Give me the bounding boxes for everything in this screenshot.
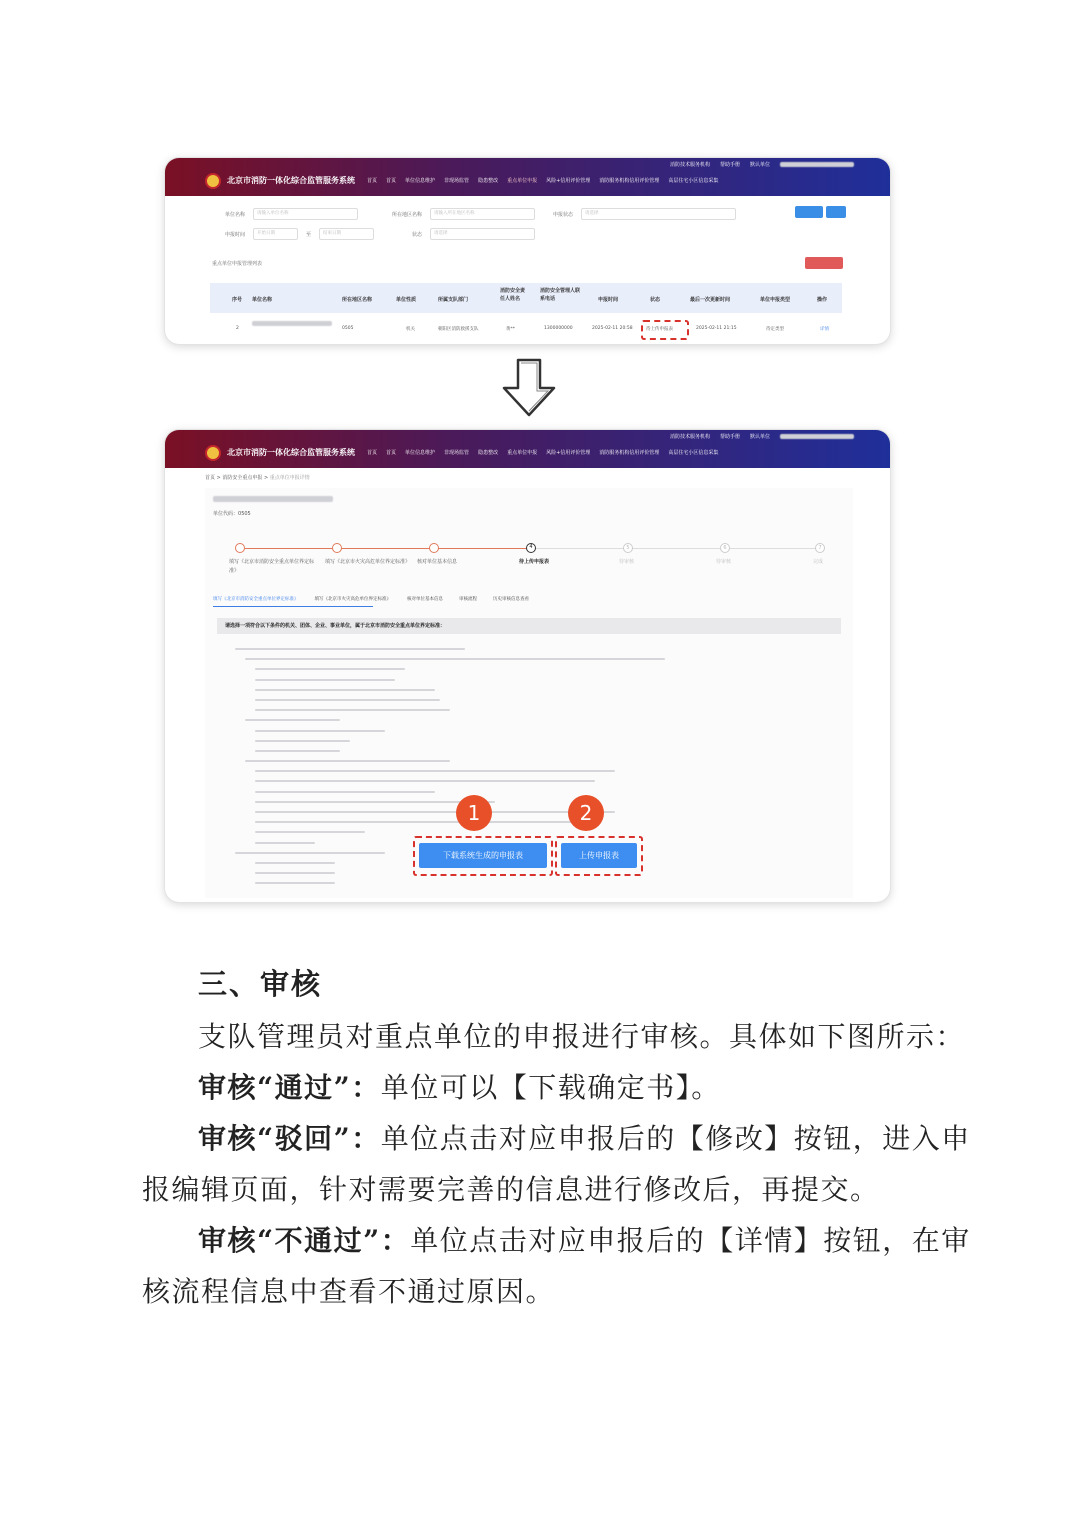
status-select[interactable]: 请选择 — [581, 208, 736, 220]
breadcrumb-item[interactable]: 消防安全重点申报 — [222, 475, 263, 481]
detail-panel — [205, 488, 853, 898]
fire-emblem-logo — [205, 173, 221, 189]
filter-label: 申报时间 — [225, 231, 246, 238]
fire-emblem-logo — [205, 445, 221, 461]
column-header: 序号 — [232, 297, 243, 303]
step-label: 核对单位基本信息 — [417, 559, 458, 565]
download-report-button[interactable]: 下载系统生成的申报表 — [419, 843, 547, 868]
step-label-current: 待上传申报表 — [519, 559, 550, 565]
fail-paragraph-line1 — [198, 1219, 998, 1259]
progress-steps — [229, 543, 835, 583]
active-tab-underline — [213, 606, 373, 607]
fail-label: 审核“不通过”： — [198, 1224, 411, 1257]
menu-item[interactable]: 隐患整改 — [478, 450, 499, 456]
column-header: 所属支队部门 — [438, 297, 469, 303]
section-heading: 三、审核 — [198, 967, 323, 1001]
filter-label: 状态 — [412, 231, 423, 238]
menu-item[interactable]: 首页 — [367, 178, 378, 184]
column-header: 最后一次更新时间 — [690, 297, 731, 303]
upload-report-button[interactable]: 上传申报表 — [561, 843, 637, 868]
menu-item-active[interactable]: 重点单位申报 — [507, 178, 538, 184]
top-navigation-bar — [165, 158, 890, 196]
userbar-item[interactable]: 帮助手册 — [719, 162, 740, 168]
column-header: 状态 — [650, 297, 661, 303]
reset-button[interactable] — [826, 206, 846, 218]
pass-text: 单位可以【下载确定书】。 — [380, 1071, 721, 1104]
menu-item[interactable]: 风险+信用评价管理 — [546, 450, 591, 456]
step-badge-2: 2 — [568, 795, 604, 831]
menu-item[interactable]: 高层住宅小区信息采集 — [668, 178, 719, 184]
table-cell: 机关 — [406, 327, 415, 332]
step-current-icon: 4 — [526, 543, 536, 553]
list-title: 重点单位申报管理列表 — [212, 261, 263, 267]
system-title: 北京市消防一体化综合监管服务系统 — [227, 448, 355, 457]
area-input[interactable]: 请输入所在地区名称 — [430, 208, 535, 220]
menu-item[interactable]: 消防服务机构信用评价管理 — [599, 178, 660, 184]
reject-label: 审核“驳回”： — [198, 1122, 381, 1155]
userbar-item[interactable]: 默认单位 — [749, 434, 770, 440]
menu-item[interactable]: 重点单位申报 — [507, 450, 538, 456]
reject-paragraph-line2: 报编辑页面，针对需要完善的信息进行修改后，再提交。 — [142, 1173, 880, 1206]
main-menu — [367, 449, 718, 456]
down-arrow-icon — [500, 358, 558, 418]
status-cell: 待上传申报表 — [646, 327, 673, 332]
step-done-icon — [235, 543, 245, 553]
step-badge-1: 1 — [456, 795, 492, 831]
step-line-done — [245, 548, 535, 549]
start-date-input[interactable]: 开始日期 — [253, 228, 298, 240]
table-cell: 黄** — [506, 327, 515, 332]
filter-label: 至 — [306, 231, 312, 238]
menu-item[interactable]: 单位信息维护 — [405, 178, 436, 184]
menu-item[interactable]: 首页 — [367, 450, 378, 456]
list-screenshot — [165, 158, 890, 344]
fail-paragraph-line2: 核流程信息中查看不通过原因。 — [142, 1275, 556, 1308]
step-pending-icon: 7 — [815, 543, 825, 553]
top-navigation-bar — [165, 430, 890, 468]
tab-key-unit-standard[interactable]: 填写《北京市消防安全重点单位界定标准》 — [213, 597, 299, 602]
table-row[interactable] — [210, 318, 842, 338]
menu-item[interactable]: 非现场监管 — [444, 178, 470, 184]
state-select[interactable]: 请选择 — [430, 228, 535, 240]
unit-code-value: 0505 — [238, 511, 251, 517]
breadcrumb-item: 重点单位申报详情 — [269, 475, 310, 481]
add-button[interactable] — [805, 257, 843, 269]
step-pending-icon: 5 — [623, 543, 633, 553]
column-header: 单位申报类型 — [760, 297, 791, 303]
step-line-pending — [535, 548, 825, 549]
pass-label: 审核“通过”： — [198, 1071, 381, 1104]
table-cell: 朝阳区消防救援支队 — [438, 327, 479, 332]
menu-item[interactable]: 高层住宅小区信息采集 — [668, 450, 719, 456]
column-header: 消防安全责任人姓名 — [500, 288, 526, 302]
blurred-unit-name — [780, 434, 854, 439]
menu-item[interactable]: 非现场监管 — [444, 450, 470, 456]
column-header: 单位性质 — [396, 297, 417, 303]
table-cell: 1300000000 — [544, 326, 573, 331]
userbar-item[interactable]: 消防技术服务机构 — [669, 434, 710, 440]
userbar-item[interactable]: 帮助手册 — [719, 434, 740, 440]
blurred-unit-name — [780, 162, 854, 167]
step-done-icon — [429, 543, 439, 553]
status-highlight-box — [641, 320, 689, 340]
main-menu — [367, 177, 718, 184]
column-header: 申报时间 — [598, 297, 619, 303]
table-cell: 2025-02-11 20:58 — [592, 326, 633, 331]
tab-high-risk-standard[interactable]: 填写《北京市火灾高危单位界定标准》 — [314, 597, 391, 602]
filter-form — [225, 208, 736, 248]
table-cell: 2025-02-11 21:15 — [696, 326, 737, 331]
step-label: 填写《北京市火灾高危单位界定标准》 — [325, 559, 411, 565]
fail-text: 单位点击对应申报后的【详情】按钮，在审 — [410, 1224, 971, 1257]
reject-paragraph-line1 — [198, 1117, 998, 1157]
menu-item[interactable]: 消防服务机构信用评价管理 — [599, 450, 660, 456]
user-bar — [670, 161, 854, 168]
tab-unit-info[interactable]: 核对单位基本信息 — [407, 597, 443, 602]
pass-paragraph — [198, 1066, 998, 1106]
blurred-unit-title — [213, 496, 333, 502]
user-bar — [670, 433, 854, 440]
intro-paragraph: 支队管理员对重点单位的申报进行审核。具体如下图所示： — [198, 1020, 966, 1053]
detail-screenshot — [165, 430, 890, 902]
menu-item[interactable]: 首页 — [386, 178, 397, 184]
table-header — [210, 283, 842, 313]
table-cell: 待定类型 — [766, 327, 784, 332]
criteria-notice: 请选择一项符合以下条件的机关、团体、企业、事业单位，属于北京市消防安全重点单位界定标准： — [217, 618, 841, 634]
table-cell: 0505 — [342, 326, 354, 331]
menu-item[interactable]: 隐患整改 — [478, 178, 499, 184]
blurred-unit-name — [252, 321, 332, 326]
step-label: 填写《北京市消防安全重点单位界定标准》 — [229, 559, 315, 574]
column-header: 单位名称 — [252, 297, 273, 303]
step-label: 待审核 — [716, 559, 732, 565]
end-date-input[interactable]: 结束日期 — [319, 228, 374, 240]
column-header: 所在地区名称 — [342, 297, 373, 303]
tab-review-history[interactable]: 历史审核信息查看 — [493, 597, 529, 602]
breadcrumb-item[interactable]: 首页 — [205, 475, 216, 481]
unit-code-line — [213, 510, 251, 517]
column-header: 消防安全管理人联系电话 — [540, 288, 581, 302]
userbar-item[interactable]: 默认单位 — [749, 162, 770, 168]
unit-code-label: 单位代码： — [213, 511, 239, 517]
search-button[interactable] — [795, 206, 823, 218]
tab-bar — [213, 596, 529, 602]
system-title: 北京市消防一体化综合监管服务系统 — [227, 176, 355, 185]
menu-item[interactable]: 单位信息维护 — [405, 450, 436, 456]
tab-review-process[interactable]: 审核流程 — [459, 597, 477, 602]
breadcrumb: 首页 > 消防安全重点申报 > 重点单位申报详情 — [205, 475, 310, 481]
filter-label: 申报状态 — [553, 211, 574, 218]
filter-label: 所在地区名称 — [392, 211, 423, 218]
reject-text: 单位点击对应申报后的【修改】按钮，进入申 — [380, 1122, 971, 1155]
userbar-item[interactable]: 消防技术服务机构 — [669, 162, 710, 168]
step-pending-icon: 6 — [720, 543, 730, 553]
table-cell: 2 — [236, 326, 239, 331]
step-done-icon — [332, 543, 342, 553]
details-link[interactable]: 详情 — [820, 327, 829, 332]
filter-label: 单位名称 — [225, 211, 246, 218]
column-header: 操作 — [817, 297, 828, 303]
step-label: 待审核 — [619, 559, 635, 565]
menu-item[interactable]: 风险+信用评价管理 — [546, 178, 591, 184]
menu-item[interactable]: 首页 — [386, 450, 397, 456]
unit-name-input[interactable]: 请输入单位名称 — [253, 208, 358, 220]
step-label: 完成 — [813, 559, 824, 565]
